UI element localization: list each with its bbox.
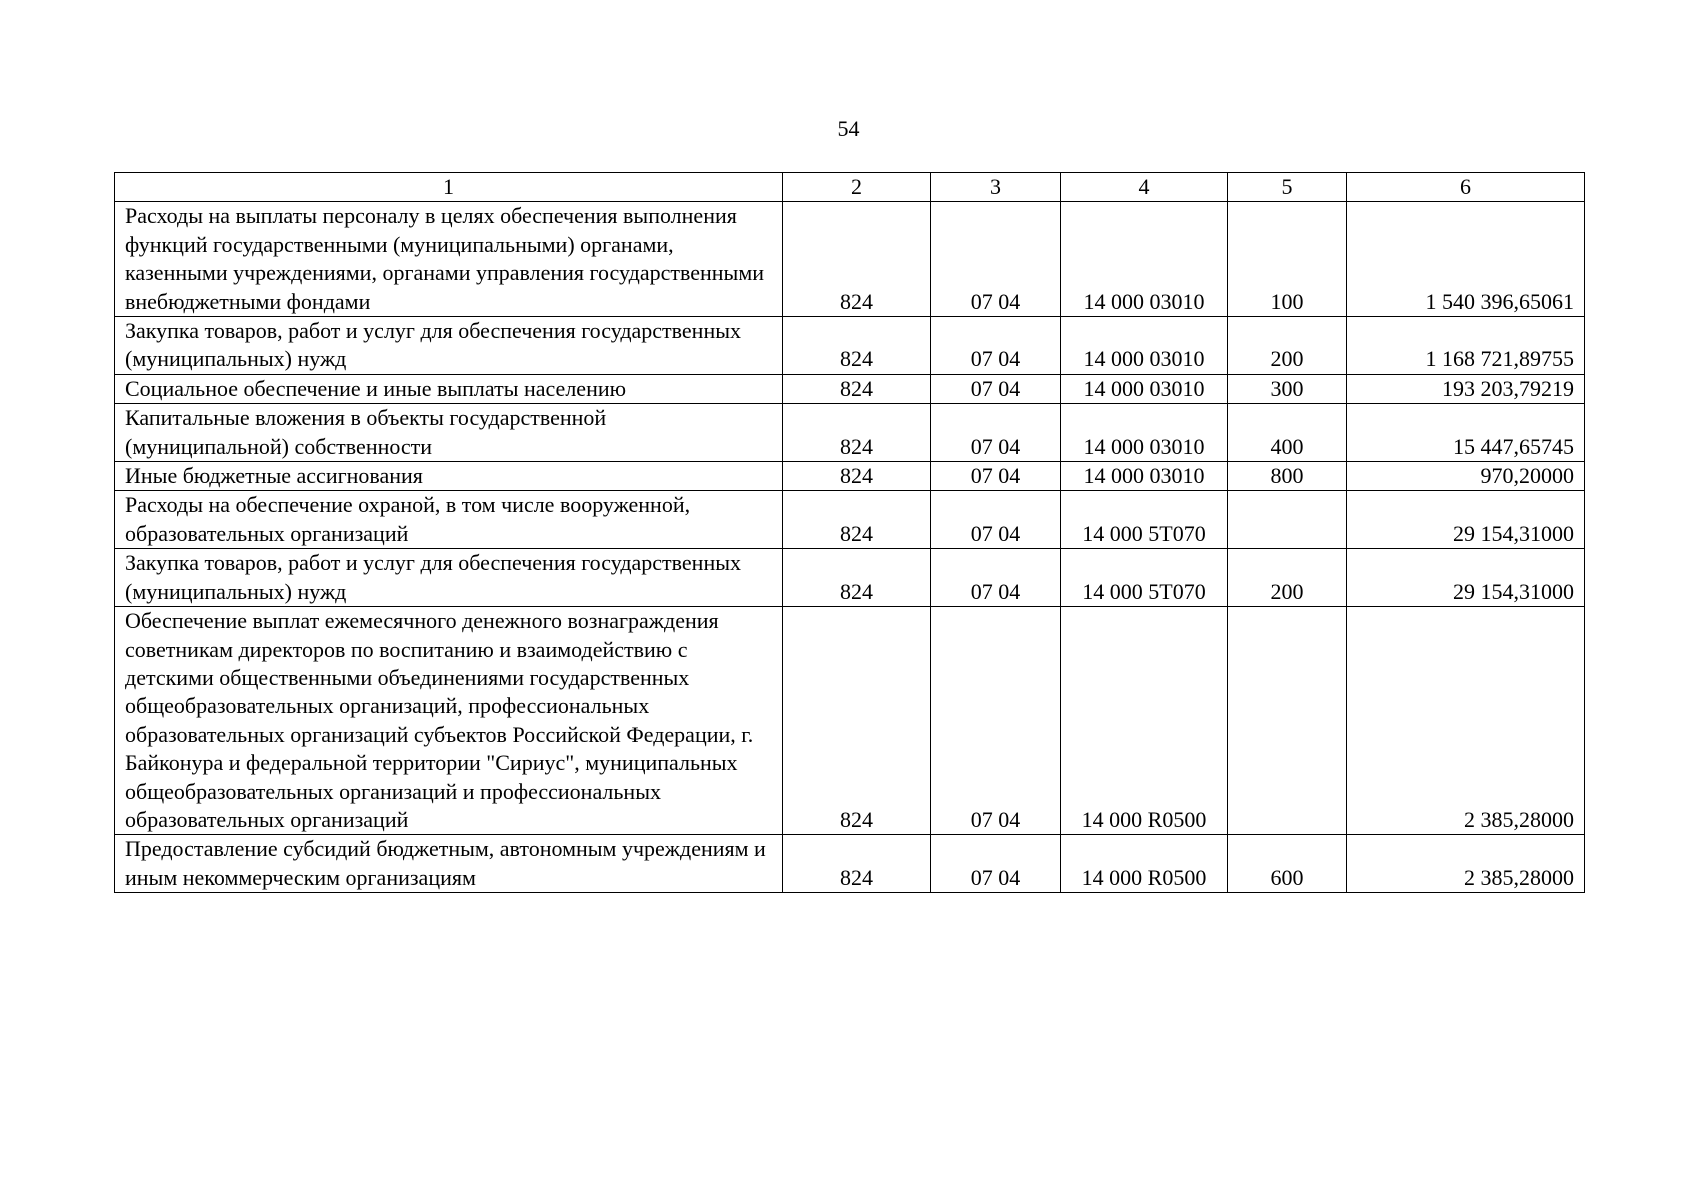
expense-type-code: 200 — [1228, 549, 1347, 607]
amount: 193 203,79219 — [1347, 374, 1585, 403]
expense-name: Иные бюджетные ассигнования — [115, 462, 783, 491]
table-row — [115, 374, 1585, 403]
amount: 1 540 396,65061 — [1347, 202, 1585, 317]
expense-type-code: 200 — [1228, 317, 1347, 375]
expense-name: Предоставление субсидий бюджетным, автономным учреждениям и иным некоммерческим организациям — [115, 835, 783, 893]
amount: 29 154,31000 — [1347, 491, 1585, 549]
target-code: 14 000 03010 — [1061, 202, 1228, 317]
expense-type-code — [1228, 491, 1347, 549]
expense-name: Обеспечение выплат ежемесячного денежного вознаграждения советникам директоров по воспитанию и взаимодействию с детскими общественными объединениями государственных общеобразовательных организаций, профессиональных образовательных организаций субъектов Российской Федерации, г. Байконура и федеральной территории "Сириус", муниципальных общеобразовательных организаций и профессиональных образовательных организаций — [115, 607, 783, 835]
ministry-code: 824 — [783, 607, 931, 835]
ministry-code: 824 — [783, 549, 931, 607]
section-code: 07 04 — [931, 374, 1061, 403]
amount: 1 168 721,89755 — [1347, 317, 1585, 375]
expense-name: Закупка товаров, работ и услуг для обеспечения государственных (муниципальных) нужд — [115, 317, 783, 375]
table-row — [115, 491, 1585, 549]
column-header: 4 — [1061, 173, 1228, 202]
section-code: 07 04 — [931, 607, 1061, 835]
ministry-code: 824 — [783, 462, 931, 491]
amount: 2 385,28000 — [1347, 835, 1585, 893]
expense-type-code: 600 — [1228, 835, 1347, 893]
table-row — [115, 404, 1585, 462]
ministry-code: 824 — [783, 374, 931, 403]
expense-type-code: 800 — [1228, 462, 1347, 491]
expense-type-code: 400 — [1228, 404, 1347, 462]
target-code: 14 000 03010 — [1061, 404, 1228, 462]
section-code: 07 04 — [931, 317, 1061, 375]
table-row — [115, 607, 1585, 835]
amount: 970,20000 — [1347, 462, 1585, 491]
ministry-code: 824 — [783, 835, 931, 893]
ministry-code: 824 — [783, 491, 931, 549]
section-code: 07 04 — [931, 404, 1061, 462]
target-code: 14 000 5Т070 — [1061, 491, 1228, 549]
amount: 29 154,31000 — [1347, 549, 1585, 607]
expense-name: Социальное обеспечение и иные выплаты населению — [115, 374, 783, 403]
column-header: 2 — [783, 173, 931, 202]
column-number-row — [115, 173, 1585, 202]
expense-type-code: 100 — [1228, 202, 1347, 317]
expense-name: Расходы на обеспечение охраной, в том числе вооруженной, образовательных организаций — [115, 491, 783, 549]
table-row — [115, 202, 1585, 317]
expense-name: Капитальные вложения в объекты государственной (муниципальной) собственности — [115, 404, 783, 462]
target-code: 14 000 R0500 — [1061, 607, 1228, 835]
target-code: 14 000 R0500 — [1061, 835, 1228, 893]
column-header: 1 — [115, 173, 783, 202]
ministry-code: 824 — [783, 404, 931, 462]
section-code: 07 04 — [931, 202, 1061, 317]
table-row — [115, 317, 1585, 375]
page-number: 54 — [837, 116, 860, 141]
ministry-code: 824 — [783, 317, 931, 375]
section-code: 07 04 — [931, 835, 1061, 893]
section-code: 07 04 — [931, 462, 1061, 491]
target-code: 14 000 03010 — [1061, 374, 1228, 403]
table-row — [115, 462, 1585, 491]
expense-type-code — [1228, 607, 1347, 835]
column-header: 6 — [1347, 173, 1585, 202]
expense-name: Закупка товаров, работ и услуг для обеспечения государственных (муниципальных) нужд — [115, 549, 783, 607]
target-code: 14 000 03010 — [1061, 317, 1228, 375]
budget-table — [114, 172, 1585, 893]
section-code: 07 04 — [931, 549, 1061, 607]
section-code: 07 04 — [931, 491, 1061, 549]
target-code: 14 000 03010 — [1061, 462, 1228, 491]
column-header: 5 — [1228, 173, 1347, 202]
expense-name: Расходы на выплаты персоналу в целях обеспечения выполнения функций государственными (муниципальными) органами, казенными учреждениями, органами управления государственными внебюджетными фондами — [115, 202, 783, 317]
column-header: 3 — [931, 173, 1061, 202]
amount: 15 447,65745 — [1347, 404, 1585, 462]
table-row — [115, 835, 1585, 893]
target-code: 14 000 5Т070 — [1061, 549, 1228, 607]
table-row — [115, 549, 1585, 607]
amount: 2 385,28000 — [1347, 607, 1585, 835]
expense-type-code: 300 — [1228, 374, 1347, 403]
ministry-code: 824 — [783, 202, 931, 317]
